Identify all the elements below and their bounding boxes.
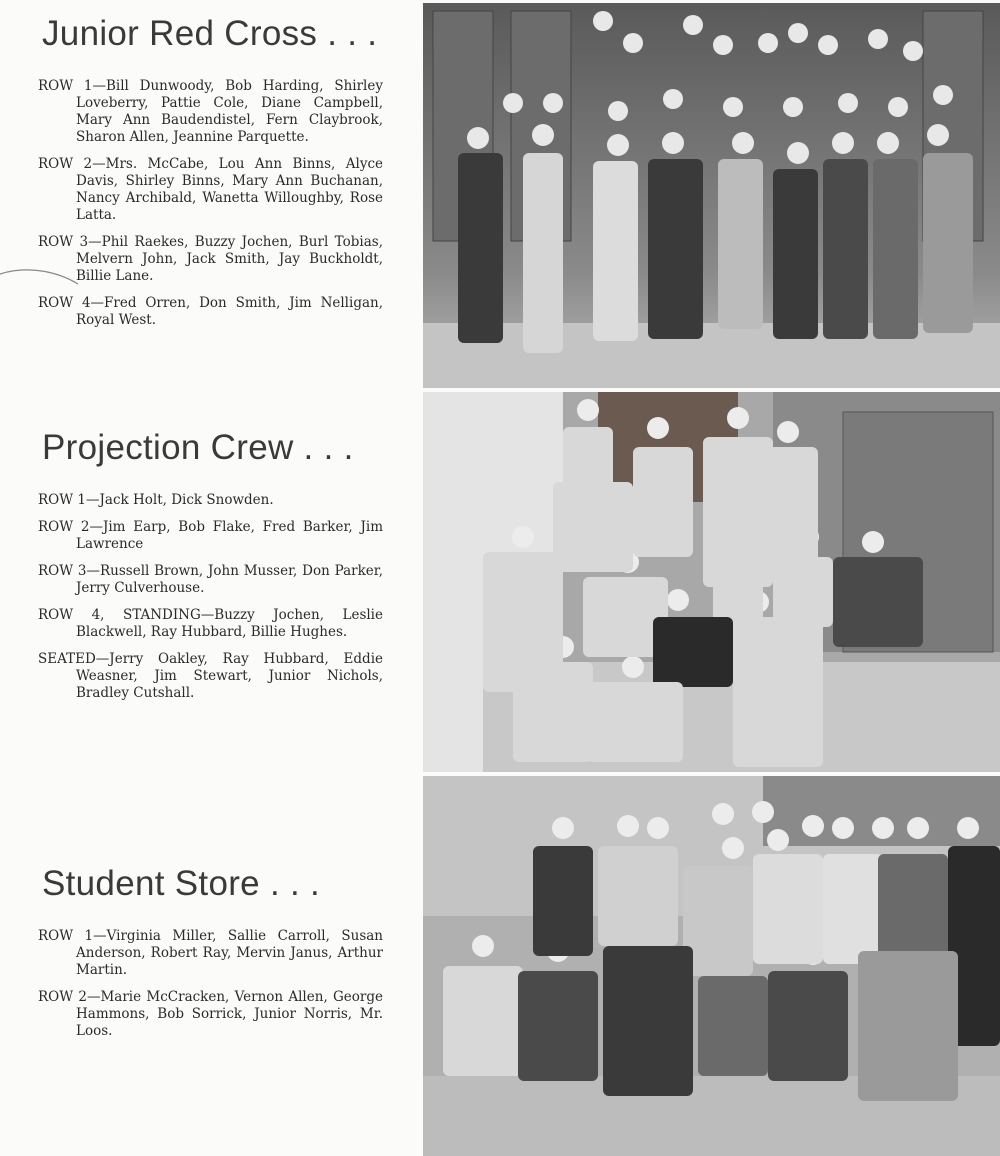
caption-row: ROW 1—Virginia Miller, Sallie Carroll, Susan Anderson, Robert Ray, Mervin Janus, Arthur Martin. bbox=[38, 928, 383, 978]
section-title: Junior Red Cross . . . bbox=[42, 14, 378, 53]
caption-row: ROW 4—Fred Orren, Don Smith, Jim Nelligan, Royal West. bbox=[38, 295, 383, 328]
photo-projection-crew bbox=[423, 392, 1000, 772]
caption-row: ROW 3—Phil Raekes, Buzzy Jochen, Burl Tobias, Melvern John, Jack Smith, Jay Buckholdt, Billie Lane. bbox=[38, 234, 383, 284]
page-fold-mark bbox=[0, 262, 80, 302]
photo-junior-red-cross bbox=[423, 3, 1000, 388]
caption-row: ROW 3—Russell Brown, John Musser, Don Parker, Jerry Culverhouse. bbox=[38, 563, 383, 596]
caption-row: ROW 2—Marie McCracken, Vernon Allen, George Hammons, Bob Sorrick, Junior Norris, Mr. Loos. bbox=[38, 989, 383, 1039]
section-junior-red-cross bbox=[38, 14, 383, 339]
section-title: Student Store . . . bbox=[42, 864, 321, 903]
caption-row: SEATED—Jerry Oakley, Ray Hubbard, Eddie Weasner, Jim Stewart, Junior Nichols, Bradley Cutshall. bbox=[38, 651, 383, 701]
section-student-store bbox=[38, 864, 383, 1050]
caption-row: ROW 1—Jack Holt, Dick Snowden. bbox=[38, 492, 274, 508]
caption-row: ROW 2—Jim Earp, Bob Flake, Fred Barker, Jim Lawrence bbox=[38, 519, 383, 552]
photo-student-store bbox=[423, 776, 1000, 1156]
caption-row: ROW 1—Bill Dunwoody, Bob Harding, Shirley Loveberry, Pattie Cole, Diane Campbell, Mary Ann Baudendistel, Fern Claybrook, Sharon Allen, Jeannine Parquette. bbox=[38, 78, 383, 145]
caption-row: ROW 4, STANDING—Buzzy Jochen, Leslie Blackwell, Ray Hubbard, Billie Hughes. bbox=[38, 607, 383, 640]
caption-row: ROW 2—Mrs. McCabe, Lou Ann Binns, Alyce Davis, Shirley Binns, Mary Ann Buchanan, Nancy Archibald, Wanetta Willoughby, Rose Latta. bbox=[38, 156, 383, 223]
section-projection-crew bbox=[38, 428, 383, 712]
section-title: Projection Crew . . . bbox=[42, 428, 354, 467]
